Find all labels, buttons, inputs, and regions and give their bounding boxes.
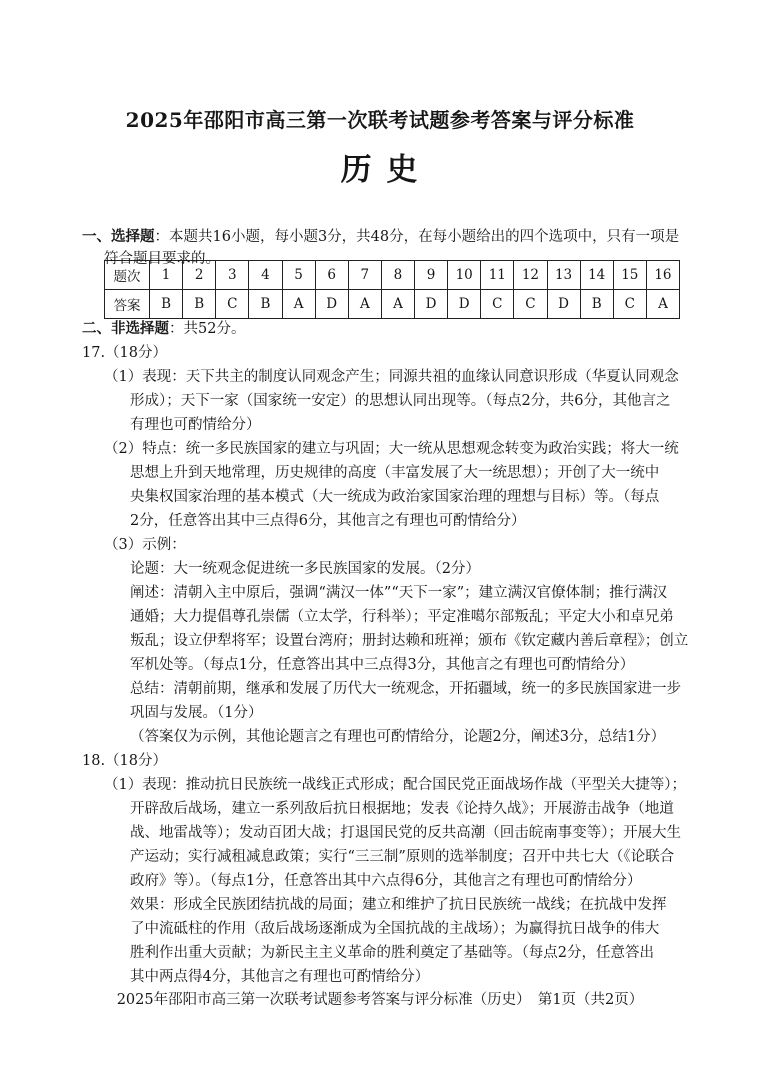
section1-line2: 符合题目要求的。 [104, 251, 220, 267]
answer-line: 有理也可酌情给分） [130, 417, 261, 433]
table-cell: 3 [216, 261, 249, 290]
table-cell: C [514, 290, 547, 319]
table-cell: 2 [183, 261, 216, 290]
page-footer: 2025年邵阳市高三第一次联考试题参考答案与评分标准（历史） 第1页（共2页） [116, 992, 644, 1008]
question-17-heading: 17.（18分） [82, 345, 168, 361]
answer-line: （1）表现：推动抗日民族统一战线正式形成；配合国民党正面战场作战（平型关大捷等）； [104, 777, 686, 793]
table-cell: A [381, 290, 414, 319]
table-cell: D [315, 290, 348, 319]
table-cell: C [481, 290, 514, 319]
answer-line: 效果：形成全民族团结抗战的局面；建立和维护了抗日民族统一战线；在抗战中发挥 [130, 897, 667, 913]
table-cell: B [249, 290, 282, 319]
answer-line: （答案仅为示例，其他论题言之有理也可酌情给分，论题2分，阐述3分，总结1分） [130, 729, 666, 745]
table-cell: 10 [448, 261, 481, 290]
answer-line: 思想上升到天地常理，历史规律的高度（丰富发展了大一统思想）；开创了大一统中 [130, 465, 660, 481]
page-title: 2025年邵阳市高三第一次联考试题参考答案与评分标准 [125, 108, 635, 132]
answer-line: 形成）；天下一家（国家统一安定）的思想认同出现等。（每点2分，共6分，其他言之 [130, 393, 671, 409]
table-header-cell: 答案 [105, 290, 150, 319]
answer-line: 胜利作出重大贡献；为新民主主义革命的胜利奠定了基础等。（每点2分，任意答出 [130, 945, 654, 961]
table-cell: A [646, 290, 679, 319]
answer-line: 产运动；实行减租减息政策；实行“三三制”原则的选举制度；召开中共七大（《论联合 [130, 849, 675, 865]
answer-line: 阐述：清朝入主中原后，强调“满汉一体”“天下一家”；建立满汉官僚体制；推行满汉 [130, 585, 668, 601]
table-cell: 11 [481, 261, 514, 290]
question-18-heading: 18.（18分） [82, 753, 168, 769]
table-cell: 15 [613, 261, 646, 290]
answer-line: 央集权国家治理的基本模式（大一统成为政治家国家治理的理想与目标）等。（每点 [130, 489, 660, 505]
table-cell: 6 [315, 261, 348, 290]
answer-line: 军机处等。（每点1分，任意答出其中三点得3分，其他言之有理也可酌情给分） [130, 657, 635, 673]
answer-line: 通婚；大力提倡尊孔崇儒（立太学，行科举）；平定准噶尔部叛乱；平定大小和卓兄弟 [130, 609, 674, 625]
subject-heading: 历 史 [340, 152, 420, 188]
section2-text: ：共52分。 [169, 321, 246, 337]
table-cell: C [216, 290, 249, 319]
answer-line: 战、地雷战等）；发动百团大战；打退国民党的反共高潮（回击皖南事变等）；开展大生 [130, 825, 681, 841]
answer-line: 政府》等）。（每点1分，任意答出其中六点得6分，其他言之有理也可酌情给分） [130, 873, 642, 889]
table-cell: B [580, 290, 613, 319]
answer-line: （1）表现：天下共主的制度认同观念产生；同源共祖的血缘认同意识形成（华夏认同观念 [104, 369, 679, 385]
table-cell: 7 [348, 261, 381, 290]
table-row-answers [105, 290, 680, 319]
section2-heading [82, 318, 245, 340]
table-cell: A [282, 290, 315, 319]
answer-line: 叛乱；设立伊犁将军；设置台湾府；册封达赖和班禅；颁布《钦定藏内善后章程》；创立 [130, 633, 689, 649]
answer-line: 开辟敌后战场，建立一系列敌后抗日根据地；发表《论持久战》；开展游击战争（地道 [130, 801, 674, 817]
table-cell: 9 [415, 261, 448, 290]
table-header-cell: 题次 [105, 261, 150, 290]
table-cell: A [348, 290, 381, 319]
answer-line: 了中流砥柱的作用（敌后战场逐渐成为全国抗战的主战场）；为赢得抗日战争的伟大 [130, 921, 660, 937]
section2-label: 二、非选择题 [82, 320, 169, 337]
table-cell: 14 [580, 261, 613, 290]
table-cell: D [415, 290, 448, 319]
table-cell: 1 [150, 261, 183, 290]
table-cell: 8 [381, 261, 414, 290]
table-cell: B [183, 290, 216, 319]
table-cell: 5 [282, 261, 315, 290]
table-cell: B [150, 290, 183, 319]
table-cell: D [448, 290, 481, 319]
answer-line: 巩固与发展。（1分） [130, 705, 263, 721]
answer-line: （2）特点：统一多民族国家的建立与巩固；大一统从思想观念转变为政治实践；将大一统 [104, 441, 679, 457]
section1-text: ：本题共16小题，每小题3分，共48分，在每小题给出的四个选项中，只有一项是 [154, 229, 680, 245]
section1-label: 一、选择题 [82, 228, 155, 245]
table-cell: 16 [646, 261, 679, 290]
answer-line: 总结：清朝前期，继承和发展了历代大一统观念，开拓疆域，统一的多民族国家进一步 [130, 681, 681, 697]
answer-line: （3）示例： [104, 537, 186, 553]
table-cell: 12 [514, 261, 547, 290]
table-cell: D [547, 290, 580, 319]
table-cell: C [613, 290, 646, 319]
table-cell: 4 [249, 261, 282, 290]
section1-line1 [82, 226, 679, 248]
answer-line: 其中两点得4分，其他言之有理也可酌情给分） [130, 969, 430, 985]
table-cell: 13 [547, 261, 580, 290]
answer-line: 2分，任意答出其中三点得6分，其他言之有理也可酌情给分） [130, 513, 526, 529]
answer-line: 论题：大一统观念促进统一多民族国家的发展。（2分） [130, 561, 480, 577]
